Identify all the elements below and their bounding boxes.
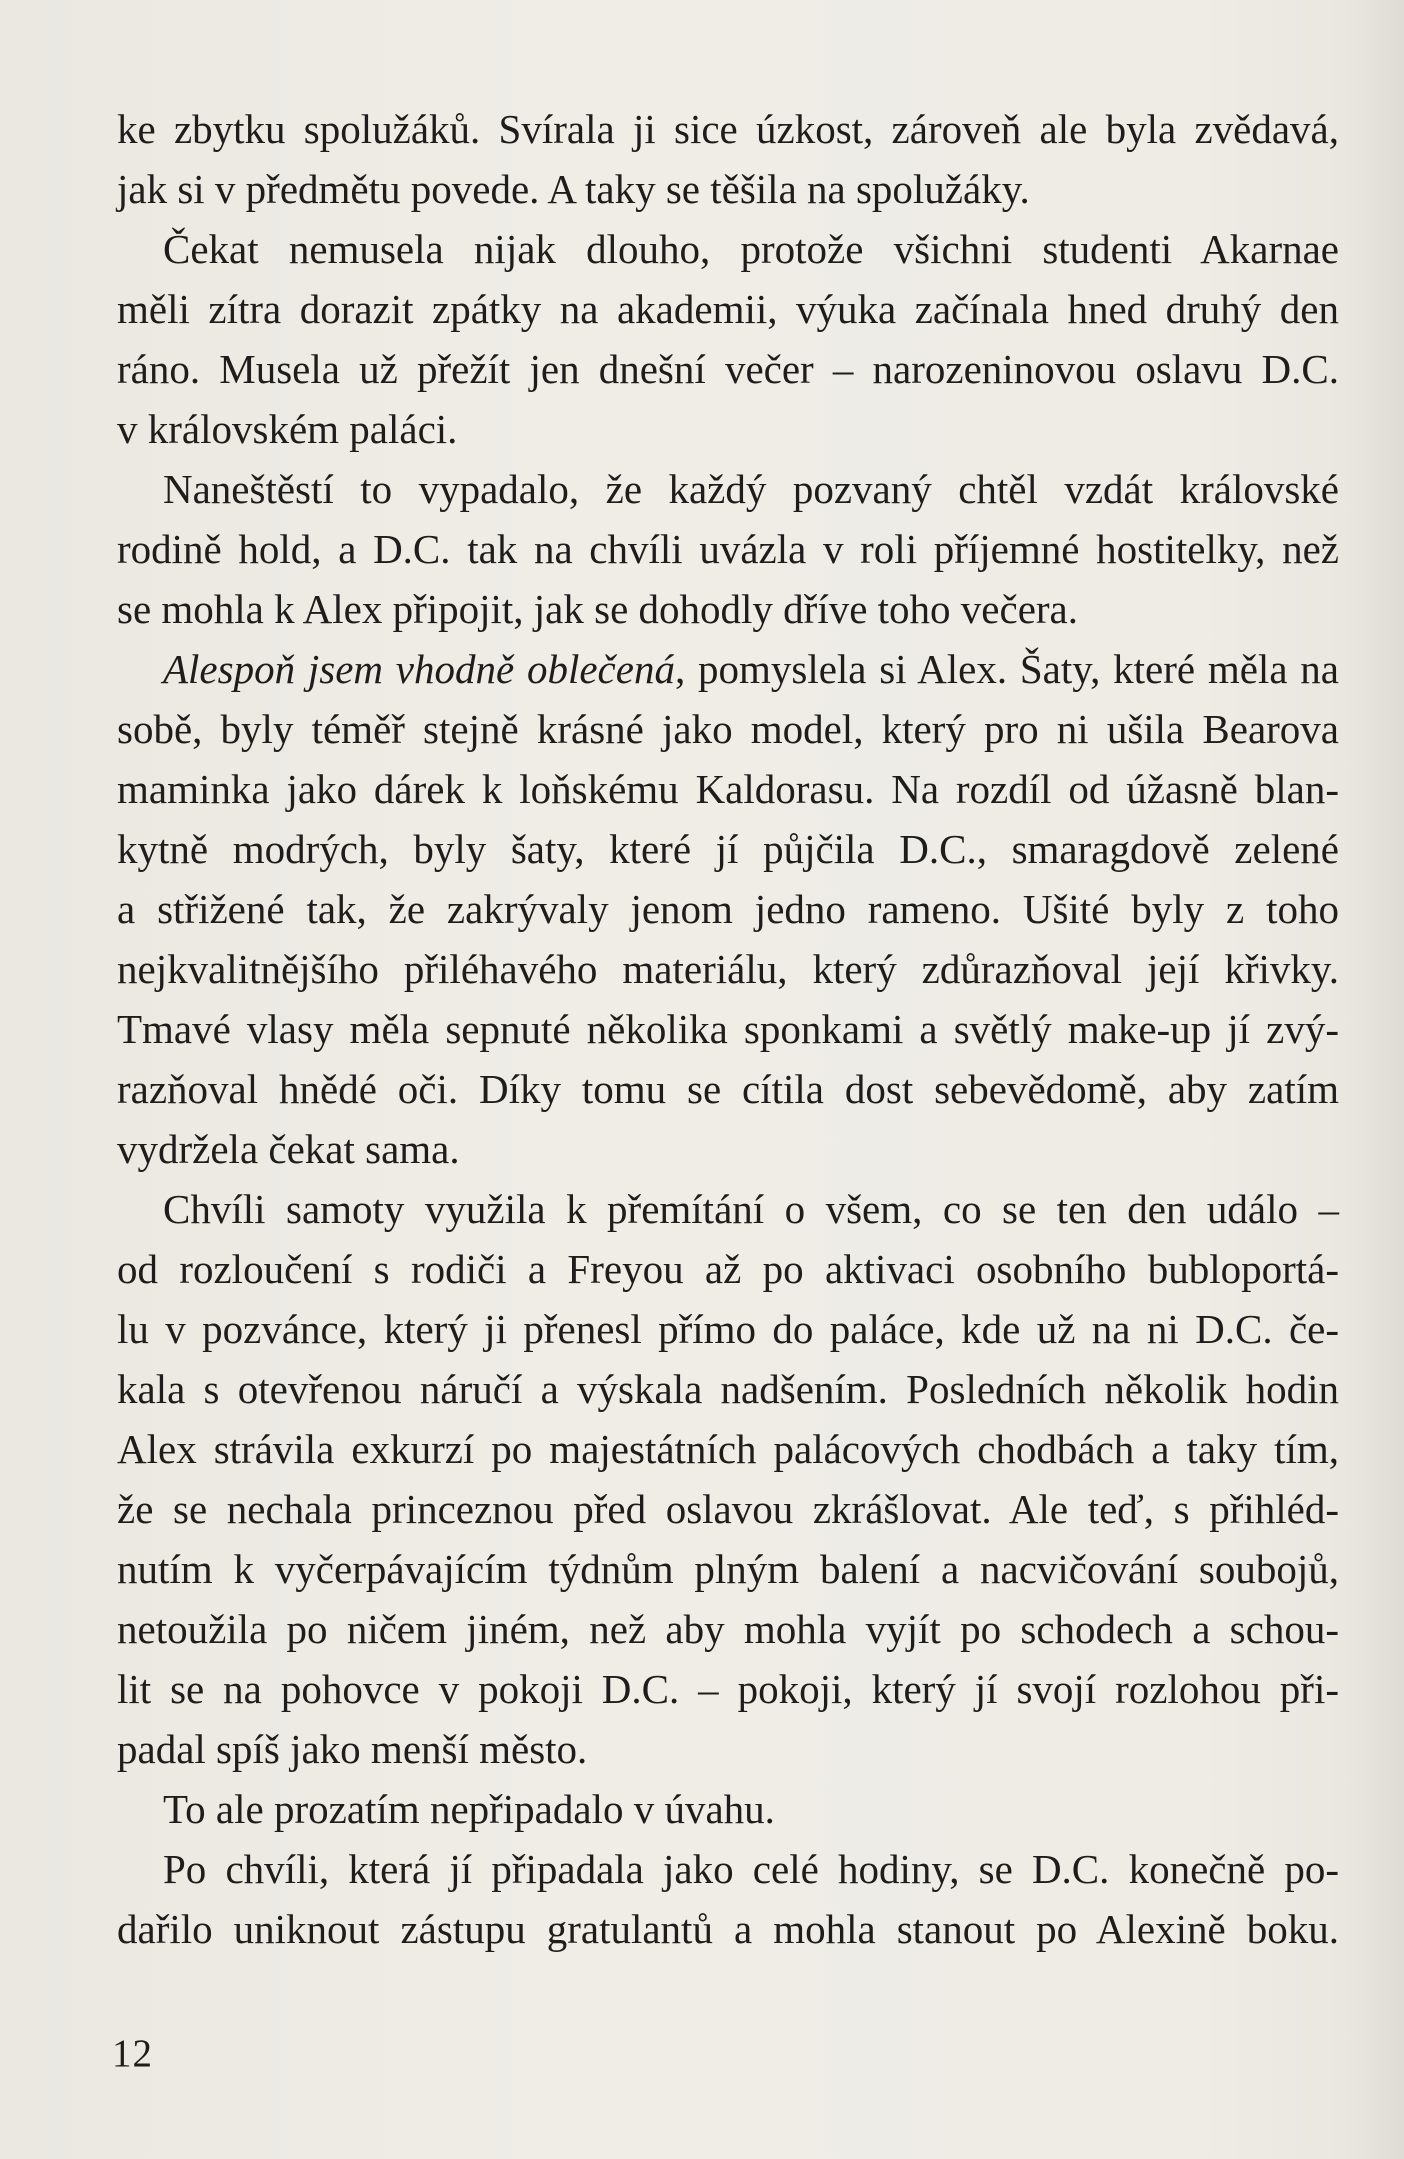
text-line (117, 879, 1339, 939)
text-line (117, 1419, 1339, 1479)
text-line-content: dařilo uniknout zástupu gratulantů a mohla stanout po Alexině boku. (117, 1906, 1339, 1952)
text-line (117, 759, 1339, 819)
text-line-content: Chvíli samoty využila k přemítání o všem, co se ten den událo – (163, 1186, 1339, 1232)
text-line (117, 339, 1339, 399)
text-line (117, 999, 1339, 1059)
text-line (117, 1479, 1339, 1539)
text-line-content: kytně modrých, byly šaty, které jí půjčila D.C., smaragdově zelené (117, 826, 1339, 872)
text-line-content: lu v pozvánce, který ji přenesl přímo do paláce, kde už na ni D.C. če- (117, 1306, 1339, 1352)
text-line (117, 459, 1339, 519)
text-line (117, 1899, 1339, 1959)
text-line-content: ráno. Musela už přežít jen dnešní večer – narozeninovou oslavu D.C. (117, 346, 1339, 392)
text-line (117, 1779, 1339, 1839)
text-line-content: To ale prozatím nepřipadalo v úvahu. (163, 1786, 775, 1832)
text-line-content: od rozloučení s rodiči a Freyou až po aktivaci osobního bubloportá- (117, 1246, 1339, 1292)
text-line-content: Čekat nemusela nijak dlouho, protože všichni studenti Akarnae (163, 226, 1339, 272)
text-line-content: kala s otevřenou náručí a výskala nadšením. Posledních několik hodin (117, 1366, 1339, 1412)
italic-thought: Alespoň jsem vhodně oblečená (163, 646, 675, 692)
text-line-content: Alex strávila exkurzí po majestátních palácových chodbách a taky tím, (117, 1426, 1339, 1472)
text-line (117, 939, 1339, 999)
text-line (117, 219, 1339, 279)
text-line (117, 1659, 1339, 1719)
text-line-content: jak si v předmětu povede. A taky se těšila na spolužáky. (117, 166, 1030, 212)
text-line-content: Tmavé vlasy měla sepnuté několika sponkami a světlý make-up jí zvý- (117, 1006, 1339, 1052)
text-line-content: razňoval hnědé oči. Díky tomu se cítila dost sebevědomě, aby zatím (117, 1066, 1339, 1112)
text-line (117, 1839, 1339, 1899)
text-line-content: vydržela čekat sama. (117, 1126, 460, 1172)
text-line (117, 1119, 1339, 1179)
text-line (117, 579, 1339, 639)
text-line-content: že se nechala princeznou před oslavou zkrášlovat. Ale teď, s přihléd- (117, 1486, 1339, 1532)
text-line-content: sobě, byly téměř stejně krásné jako model, který pro ni ušila Bearova (117, 706, 1339, 752)
text-line-content: , pomyslela si Alex. Šaty, které měla na (674, 646, 1339, 692)
text-line (117, 639, 1339, 699)
text-line (117, 399, 1339, 459)
text-line (117, 1539, 1339, 1599)
text-line (117, 1239, 1339, 1299)
text-line-content: měli zítra dorazit zpátky na akademii, výuka začínala hned druhý den (117, 286, 1339, 332)
text-line-content: Po chvíli, která jí připadala jako celé hodiny, se D.C. konečně po- (163, 1846, 1339, 1892)
text-line (117, 519, 1339, 579)
text-line-content: padal spíš jako menší město. (117, 1726, 588, 1772)
text-line-content: ke zbytku spolužáků. Svírala ji sice úzkost, zároveň ale byla zvědavá, (117, 106, 1339, 152)
text-line-content: nutím k vyčerpávajícím týdnům plným balení a nacvičování soubojů, (117, 1546, 1339, 1592)
text-line-content: rodině hold, a D.C. tak na chvíli uvázla v roli příjemné hostitelky, než (117, 526, 1339, 572)
text-line (117, 1599, 1339, 1659)
text-line-content: se mohla k Alex připojit, jak se dohodly dříve toho večera. (117, 586, 1078, 632)
text-line-content: maminka jako dárek k loňskému Kaldorasu. Na rozdíl od úžasně blan- (117, 766, 1339, 812)
text-line-content: v královském paláci. (117, 406, 458, 452)
text-line (117, 1299, 1339, 1359)
text-line (117, 1359, 1339, 1419)
text-line (117, 1179, 1339, 1239)
text-line-content: netoužila po ničem jiném, než aby mohla vyjít po schodech a schou- (117, 1606, 1339, 1652)
text-line (117, 99, 1339, 159)
text-line-content: Naneštěstí to vypadalo, že každý pozvaný chtěl vzdát královské (163, 466, 1339, 512)
body-text (117, 99, 1339, 1959)
page-number: 12 (112, 2032, 153, 2075)
text-line-content: a střižené tak, že zakrývaly jenom jedno rameno. Ušité byly z toho (117, 886, 1339, 932)
page-edge-shadow (1344, 0, 1404, 2159)
text-line (117, 1719, 1339, 1779)
text-line (117, 159, 1339, 219)
text-line-content: lit se na pohovce v pokoji D.C. – pokoji, který jí svojí rozlohou při- (117, 1666, 1339, 1712)
text-line (117, 819, 1339, 879)
text-line (117, 1059, 1339, 1119)
text-line (117, 699, 1339, 759)
text-line-content: nejkvalitnějšího přiléhavého materiálu, který zdůrazňoval její křivky. (117, 946, 1339, 992)
text-line (117, 279, 1339, 339)
